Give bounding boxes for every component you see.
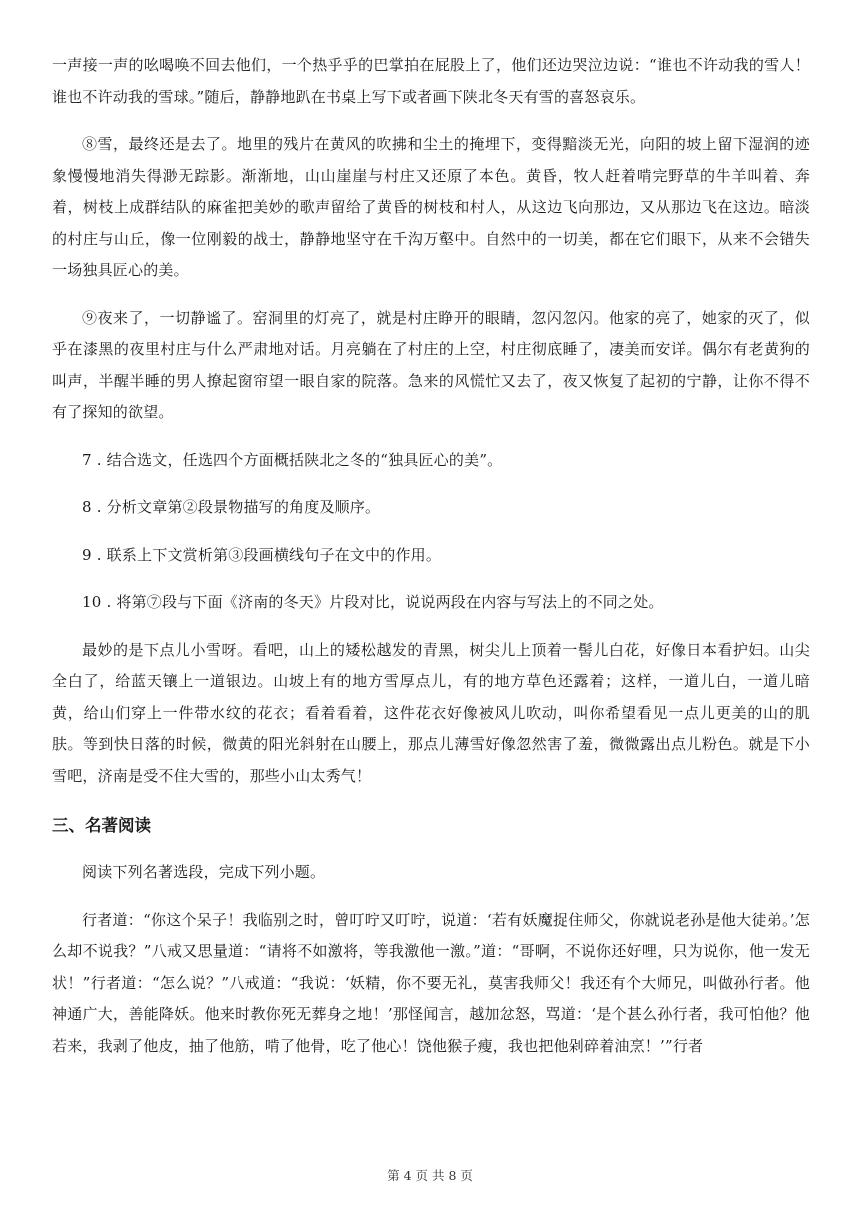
page-footer: 第 4 页 共 8 页 bbox=[387, 1168, 473, 1183]
passage-paragraph-9: ⑨夜来了，一切静谧了。窑洞里的灯亮了，就是村庄睁开的眼睛，忽闪忽闪。他家的亮了，她家的灭了，似乎在漆黑的夜里村庄与什么严肃地对话。月亮躺在了村庄的上空，村庄彻底睡了，凄美而安详。偶尔有老黄狗的叫声，半醒半睡的男人撩起窗帘望一眼自家的院落。急来的风慌忙又去了，夜又恢复了起初的宁静，让你不得不有了探知的欲望。 bbox=[52, 308, 810, 421]
question-9: 9 . 联系上下文赏析第③段画横线句子在文中的作用。 bbox=[82, 545, 442, 564]
section-heading: 三、名著阅读 bbox=[52, 816, 151, 835]
page-content bbox=[52, 50, 810, 1062]
jinan-excerpt: 最妙的是下点儿小雪呀。看吧，山上的矮松越发的青黑，树尖儿上顶着一髻儿白花，好像日本看护妇。山尖全白了，给蓝天镶上一道银边。山坡上有的地方雪厚点儿，有的地方草色还露着；这样，一道儿白，一道儿暗黄，给山们穿上一件带水纹的花衣；看着看着，这件花衣好像被风儿吹动，叫你希望看见一点儿更美的山的肌肤。等到快日落的时候，微黄的阳光斜射在山腰上，那点儿薄雪好像忽然害了羞，微微露出点儿粉色。就是下小雪吧，济南是受不住大雪的，那些小山太秀气！ bbox=[52, 640, 810, 785]
passage-paragraph-8: ⑧雪，最终还是去了。地里的残片在黄风的吹拂和尘土的掩埋下，变得黯淡无光，向阳的坡上留下湿润的迹象慢慢地消失得渺无踪影。渐渐地，山山崖崖与村庄又还原了本色。黄昏，牧人赶着啃完野草的牛羊叫着、奔着，树枝上成群结队的麻雀把美妙的歌声留给了黄昏的树枝和村人，从这边飞向那边，又从那边飞在这边。暗淡的村庄与山丘，像一位刚毅的战士，静静地坚守在千沟万壑中。自然中的一切美，都在它们眼下，从来不会错失一场独具匠心的美。 bbox=[52, 135, 810, 279]
classic-excerpt: 行者道：“你这个呆子！我临别之时，曾叮咛又叮咛，说道：‘若有妖魔捉住师父，你就说老孙是他大徒弟。’怎么却不说我？”八戒又思量道：“请将不如激将，等我激他一激。”道：“哥啊，不说你还好哩，只为说你，他一发无状！”行者道：“怎么说？”八戒道：“我说：‘妖精，你不要无礼，莫害我师父！我还有个大师兄，叫做孙行者。他神通广大，善能降妖。他来时教你死无葬身之地！’那怪闻言，越加忿怒，骂道：‘是个甚么孙行者，我可怕他？他若来，我剥了他皮，抽了他筋，啃了他骨，吃了他心！饶他猴子瘦，我也把他剁碎着油烹！’”行者 bbox=[52, 910, 810, 1055]
passage-paragraph-continued: 一声接一声的吆喝唤不回去他们，一个热乎乎的巴掌拍在屁股上了，他们还边哭泣边说：“谁也不许动我的雪人！谁也不许动我的雪球。”随后，静静地趴在书桌上写下或者画下陕北冬天有雪的喜怒哀乐。 bbox=[52, 56, 810, 106]
section-instruction: 阅读下列名著选段，完成下列小题。 bbox=[82, 863, 326, 881]
question-10: 10 . 将第⑦段与下面《济南的冬天》片段对比，说说两段在内容与写法上的不同之处。 bbox=[82, 593, 664, 611]
question-7: 7 . 结合选文，任选四个方面概括陕北之冬的“独具匠心的美”。 bbox=[82, 450, 503, 469]
question-8: 8 . 分析文章第②段景物描写的角度及顺序。 bbox=[82, 498, 381, 516]
